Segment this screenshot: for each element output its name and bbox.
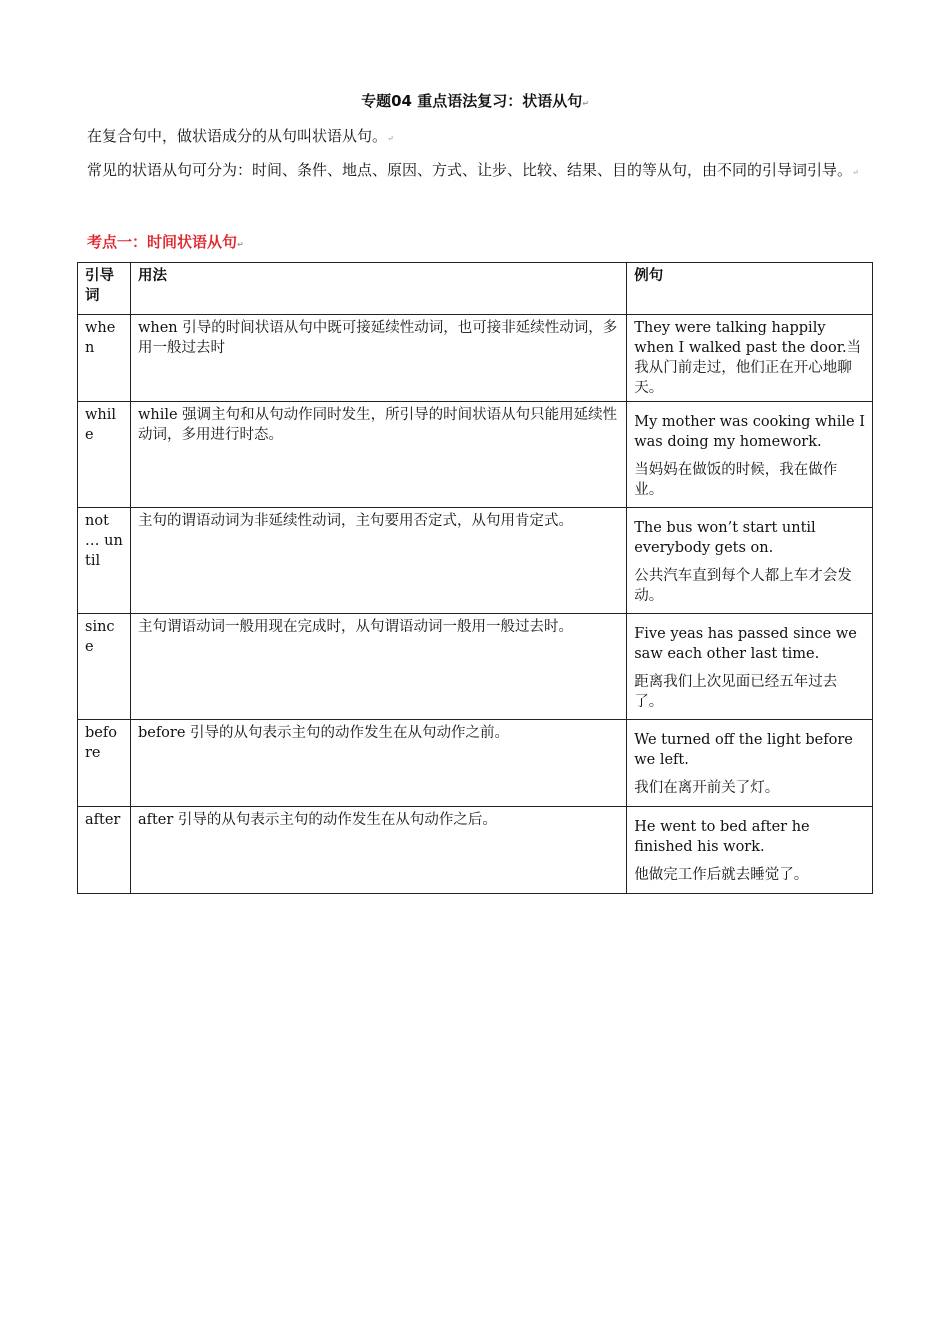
example-english: We turned off the light before we left. [634, 732, 853, 768]
example-chinese: 公共汽车直到每个人都上车才会发动。 [634, 568, 852, 604]
conjunction-cell: before [78, 720, 131, 807]
example-cell [627, 315, 873, 402]
section-heading: 考点一：时间状语从句↵ [87, 233, 244, 251]
conjunction-cell: not … until [78, 508, 131, 614]
example-sentence: They were talking happily when I walked past the door.当我从门前走过，他们正在开心地聊天。 [634, 320, 862, 396]
table-row [78, 402, 873, 508]
table-row [78, 614, 873, 720]
example-cell [627, 508, 873, 614]
example-english: My mother was cooking while I was doing my homework. [634, 414, 865, 450]
conjunction-cell: when [78, 315, 131, 402]
example-cell [627, 720, 873, 807]
table-row [78, 807, 873, 894]
example-chinese: 我们在离开前关了灯。 [634, 780, 780, 796]
intro-paragraph-2: 常见的状语从句可分为：时间、条件、地点、原因、方式、让步、比较、结果、目的等从句，由不同的引导词引导。↵ [87, 161, 859, 179]
usage-cell: while 强调主句和从句动作同时发生，所引导的时间状语从句只能用延续性动词，多用进行时态。 [130, 402, 626, 508]
conjunction-cell: since [78, 614, 131, 720]
conjunction-cell: after [78, 807, 131, 894]
page-title: 专题04 重点语法复习：状语从句↵ [361, 92, 589, 110]
header-conjunction: 引导词 [78, 263, 131, 315]
table-row [78, 508, 873, 614]
example-cell [627, 807, 873, 894]
usage-cell: 主句的谓语动词为非延续性动词，主句要用否定式，从句用肯定式。 [130, 508, 626, 614]
header-usage: 用法 [130, 263, 626, 315]
example-chinese: 他做完工作后就去睡觉了。 [634, 867, 809, 883]
example-english: He went to bed after he finished his work. [634, 819, 810, 855]
intro-paragraph-1: 在复合句中，做状语成分的从句叫状语从句。↵ [87, 127, 394, 145]
usage-cell: when 引导的时间状语从句中既可接延续性动词，也可接非延续性动词，多用一般过去时 [130, 315, 626, 402]
header-example: 例句 [627, 263, 873, 315]
usage-cell: before 引导的从句表示主句的动作发生在从句动作之前。 [130, 720, 626, 807]
example-cell [627, 402, 873, 508]
example-english: Five yeas has passed since we saw each other last time. [634, 626, 857, 662]
usage-cell: after 引导的从句表示主句的动作发生在从句动作之后。 [130, 807, 626, 894]
example-cell [627, 614, 873, 720]
conjunction-table [77, 262, 873, 894]
table-header-row [78, 263, 873, 315]
example-english: The bus won’t start until everybody gets on. [634, 520, 816, 556]
example-chinese: 当妈妈在做饭的时候，我在做作业。 [634, 462, 838, 498]
conjunction-cell: while [78, 402, 131, 508]
table-row [78, 315, 873, 402]
table-row [78, 720, 873, 807]
usage-cell: 主句谓语动词一般用现在完成时，从句谓语动词一般用一般过去时。 [130, 614, 626, 720]
example-chinese: 距离我们上次见面已经五年过去了。 [634, 674, 838, 710]
